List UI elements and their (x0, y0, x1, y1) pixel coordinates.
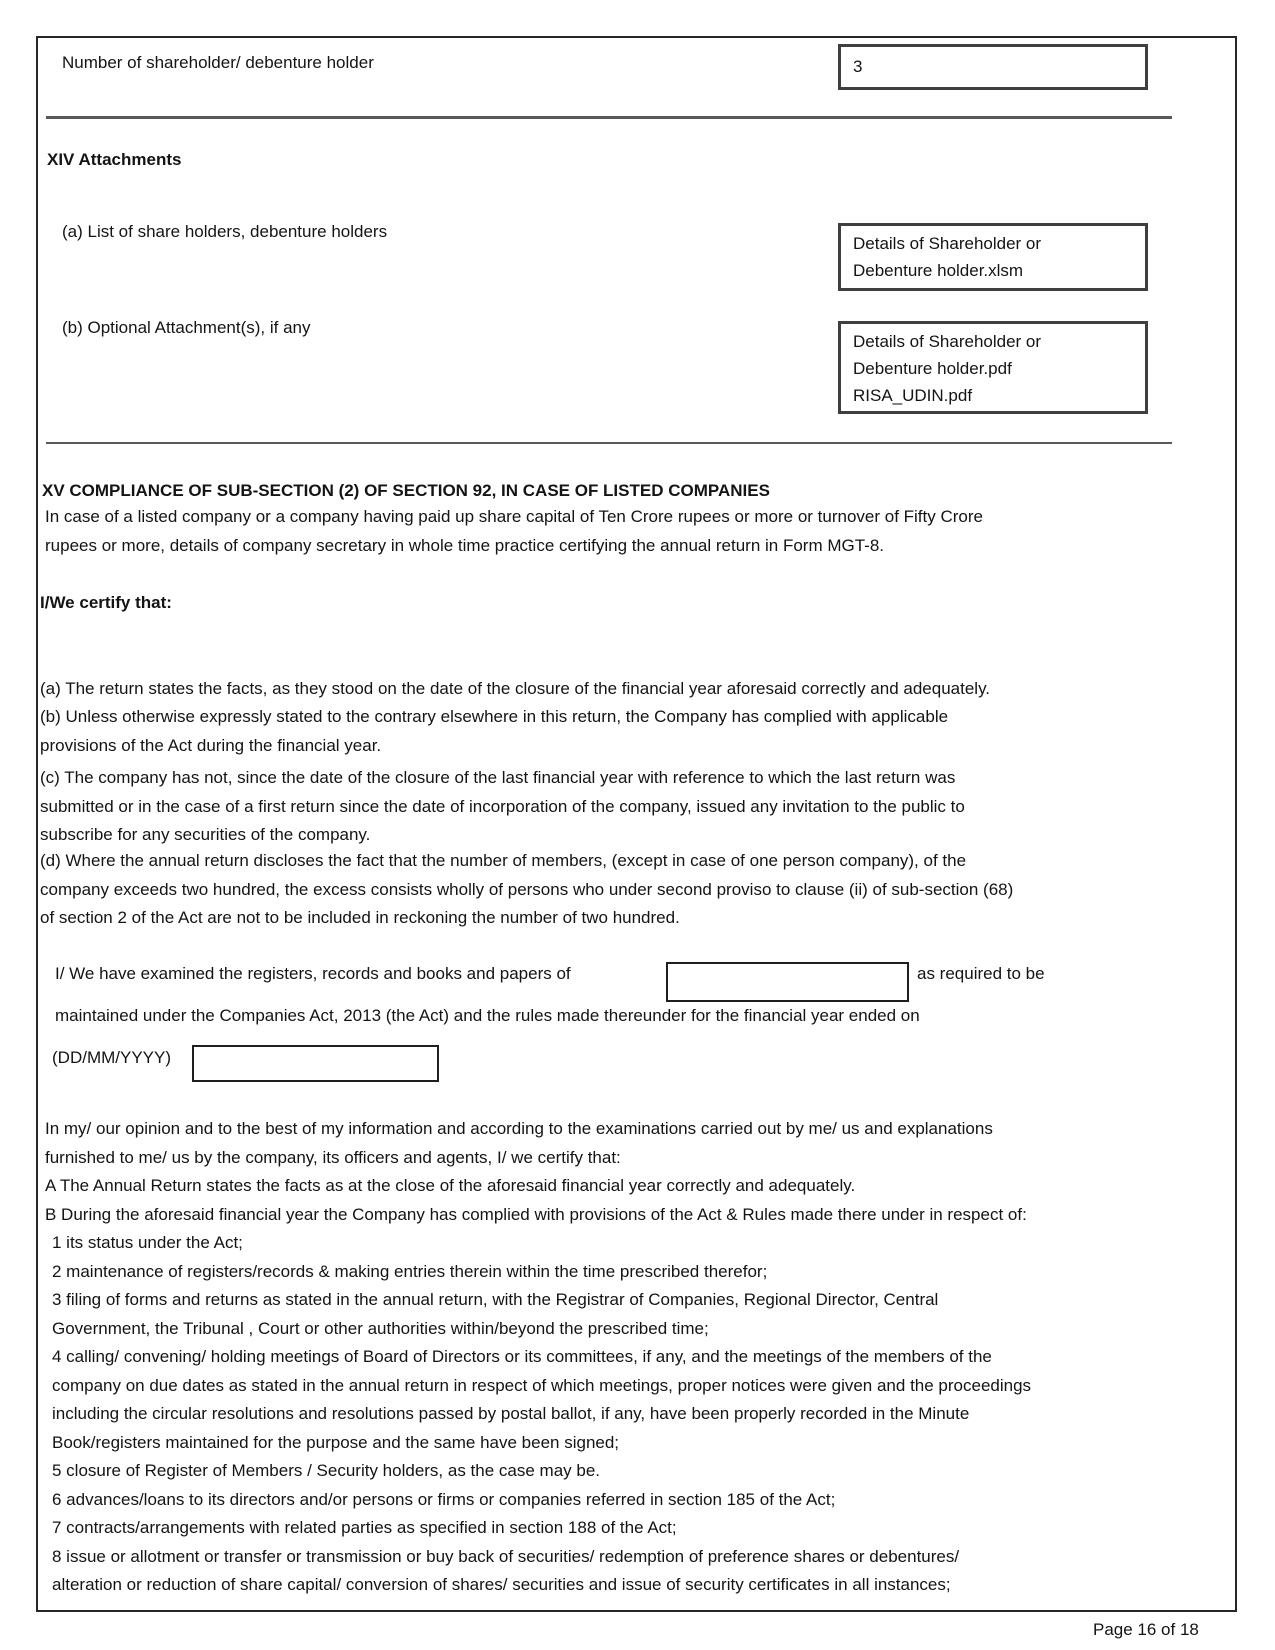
paragraph-line: (c) The company has not, since the date of the closure of the last financial year with reference to which the last return was (40, 768, 956, 787)
certify-point-b: B During the aforesaid financial year the Company has complied with provisions of the Act & Rules made there under in respect of: (45, 1204, 1027, 1224)
list-item-4-continued: Book/registers maintained for the purpose and the same have been signed; (52, 1432, 620, 1452)
attachment-file-name: Details of Shareholder or (853, 234, 1042, 253)
attachment-file-name: Debenture holder.pdf (853, 359, 1012, 378)
list-item-4: 4 calling/ convening/ holding meetings of Board of Directors or its committees, if any, and the meetings of the members of the (52, 1347, 992, 1366)
shareholder-count-field[interactable]: 3 (838, 44, 1148, 90)
list-item-4-continued: company on due dates as stated in the annual return in respect of which meetings, proper notices were given and the proceedings (52, 1375, 1032, 1395)
attachments-section-heading: XIV Attachments (47, 150, 182, 169)
certify-clause-b (40, 703, 948, 760)
paragraph-line: In case of a listed company or a company having paid up share capital of Ten Crore rupees or more or turnover of Fifty Crore (45, 507, 983, 526)
list-item-6: 6 advances/loans to its directors and/or persons or firms or companies referred in section 185 of the Act; (52, 1489, 836, 1509)
attachment-file-name: RISA_UDIN.pdf (853, 386, 973, 405)
certify-clause-d (40, 847, 1013, 933)
paragraph-line: company exceeds two hundred, the excess consists wholly of persons who under second proviso to clause (ii) of sub-section (68) (40, 879, 1014, 899)
examined-text-line2: maintained under the Companies Act, 2013 (the Act) and the rules made thereunder for the financial year ended on (55, 1006, 920, 1025)
attachment-file-name: Debenture holder.xlsm (853, 261, 1024, 280)
financial-year-date-field[interactable] (192, 1045, 439, 1082)
attachment-a-label: (a) List of share holders, debenture holders (62, 222, 388, 241)
list-item-4-continued: including the circular resolutions and resolutions passed by postal ballot, if any, have been properly recorded in the Minute (52, 1404, 970, 1423)
attachment-b-file-list[interactable] (838, 321, 1148, 414)
attachment-a-file-list[interactable] (838, 223, 1148, 291)
paragraph-line: (d) Where the annual return discloses the fact that the number of members, (except in case of one person company), of the (40, 851, 967, 870)
certify-clause-a (40, 675, 990, 704)
section-divider (46, 442, 1172, 444)
paragraph-line: of section 2 of the Act are not to be included in reckoning the number of two hundred. (40, 908, 680, 927)
date-format-label: (DD/MM/YYYY) (52, 1048, 171, 1067)
list-item-3-continued: Government, the Tribunal , Court or other authorities within/beyond the prescribed time; (52, 1318, 709, 1338)
examined-text-after-field: as required to be (917, 964, 1045, 983)
paragraph-line: subscribe for any securities of the company. (40, 825, 371, 844)
section-divider (46, 116, 1172, 119)
certify-point-a: A The Annual Return states the facts as at the close of the aforesaid financial year correctly and adequately. (45, 1176, 856, 1195)
list-item-8-continued: alteration or reduction of share capital/ conversion of shares/ securities and issue of security certificates in all instances; (52, 1575, 951, 1594)
list-item-3: 3 filing of forms and returns as stated in the annual return, with the Registrar of Companies, Regional Director, Central (52, 1290, 939, 1309)
attachment-b-label: (b) Optional Attachment(s), if any (62, 318, 311, 337)
paragraph-line: furnished to me/ us by the company, its officers and agents, I/ we certify that: (45, 1147, 621, 1167)
list-item-7: 7 contracts/arrangements with related parties as specified in section 188 of the Act; (52, 1518, 677, 1537)
page-indicator: Page 16 of 18 (1093, 1620, 1199, 1639)
list-item-8: 8 issue or allotment or transfer or transmission or buy back of securities/ redemption of preference shares or debentures/ (52, 1546, 960, 1566)
examined-text-before-field: I/ We have examined the registers, records and books and papers of (55, 964, 571, 983)
compliance-intro-paragraph (45, 503, 983, 560)
paragraph-line: (a) The return states the facts, as they stood on the date of the closure of the financial year aforesaid correctly and adequately. (40, 679, 991, 698)
paragraph-line: In my/ our opinion and to the best of my information and according to the examinations carried out by me/ us and explanations (45, 1119, 993, 1138)
paragraph-line: (b) Unless otherwise expressly stated to the contrary elsewhere in this return, the Company has complied with applicable (40, 707, 949, 726)
certify-heading: I/We certify that: (40, 593, 172, 612)
list-item-5: 5 closure of Register of Members / Security holders, as the case may be. (52, 1461, 601, 1480)
opinion-certification-list (45, 1115, 1031, 1600)
compliance-section-heading: XV COMPLIANCE OF SUB-SECTION (2) OF SECTION 92, IN CASE OF LISTED COMPANIES (42, 481, 770, 500)
paragraph-line: submitted or in the case of a first return since the date of incorporation of the company, issued any invitation to the public to (40, 796, 965, 816)
company-name-field[interactable] (666, 962, 909, 1002)
list-item-2: 2 maintenance of registers/records & making entries therein within the time prescribed therefor; (52, 1261, 768, 1281)
shareholder-count-label: Number of shareholder/ debenture holder (62, 53, 374, 72)
paragraph-line: rupees or more, details of company secretary in whole time practice certifying the annual return in Form MGT-8. (45, 535, 885, 555)
certify-clause-c (40, 764, 965, 850)
list-item-1: 1 its status under the Act; (52, 1233, 243, 1252)
paragraph-line: provisions of the Act during the financial year. (40, 735, 382, 755)
attachment-file-name: Details of Shareholder or (853, 332, 1042, 351)
